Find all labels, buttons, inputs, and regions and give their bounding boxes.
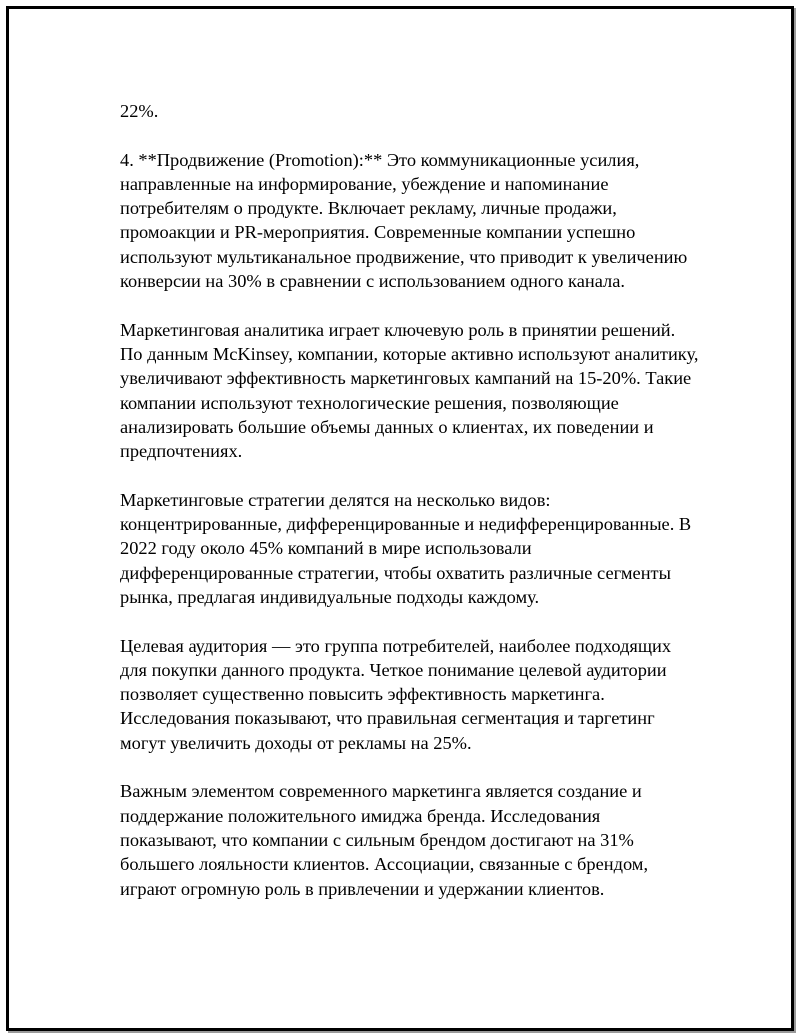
document-body: [120, 99, 700, 901]
paragraph-brand-image: Важным элементом современного маркетинга является создание и поддержание положительного имиджа бренда. Исследования показывают, что компании с сильным брендом достигают на 31% большего лояльности клиентов. Ассоциации, связанные с брендом, играют огромную роль в привлечении и удержании клиентов.: [120, 781, 649, 899]
paragraph-promotion: 4. **Продвижение (Promotion):** Это коммуникационные усилия, направленные на информирование, убеждение и напоминание потребителям о продукте. Включает рекламу, личные продажи, промоакции и PR-мероприятия. Современные компании успешно используют мультиканальное продвижение, что приводит к увеличению конверсии на 30% в сравнении с использованием одного канала.: [120, 149, 688, 292]
paragraph-marketing-strategies: Маркетинговые стратегии делятся на несколько видов: концентрированные, дифференцированные и недифференцированные. В 2022 году около 45% компаний в мире использовали дифференцированные стратегии, чтобы охватить различные сегменты рынка, предлагая индивидуальные подходы каждому.: [120, 489, 692, 607]
paragraph-percent-continuation: 22%.: [120, 101, 159, 121]
paragraph-marketing-analytics: Маркетинговая аналитика играет ключевую роль в принятии решений. По данным McKinsey, компании, которые активно используют аналитику, увеличивают эффективность маркетинговых кампаний на 15-20%. Такие компании используют технологические решения, позволяющие анализировать большие объемы данных о клиентах, их поведении и предпочтениях.: [120, 319, 699, 462]
page-frame: [6, 6, 794, 1031]
paragraph-target-audience: Целевая аудитория — это группа потребителей, наиболее подходящих для покупки данного продукта. Четкое понимание целевой аудитории позволяет существенно повысить эффективность маркетинга. Исследования показывают, что правильная сегментация и таргетинг могут увеличить доходы от рекламы на 25%.: [120, 635, 672, 753]
